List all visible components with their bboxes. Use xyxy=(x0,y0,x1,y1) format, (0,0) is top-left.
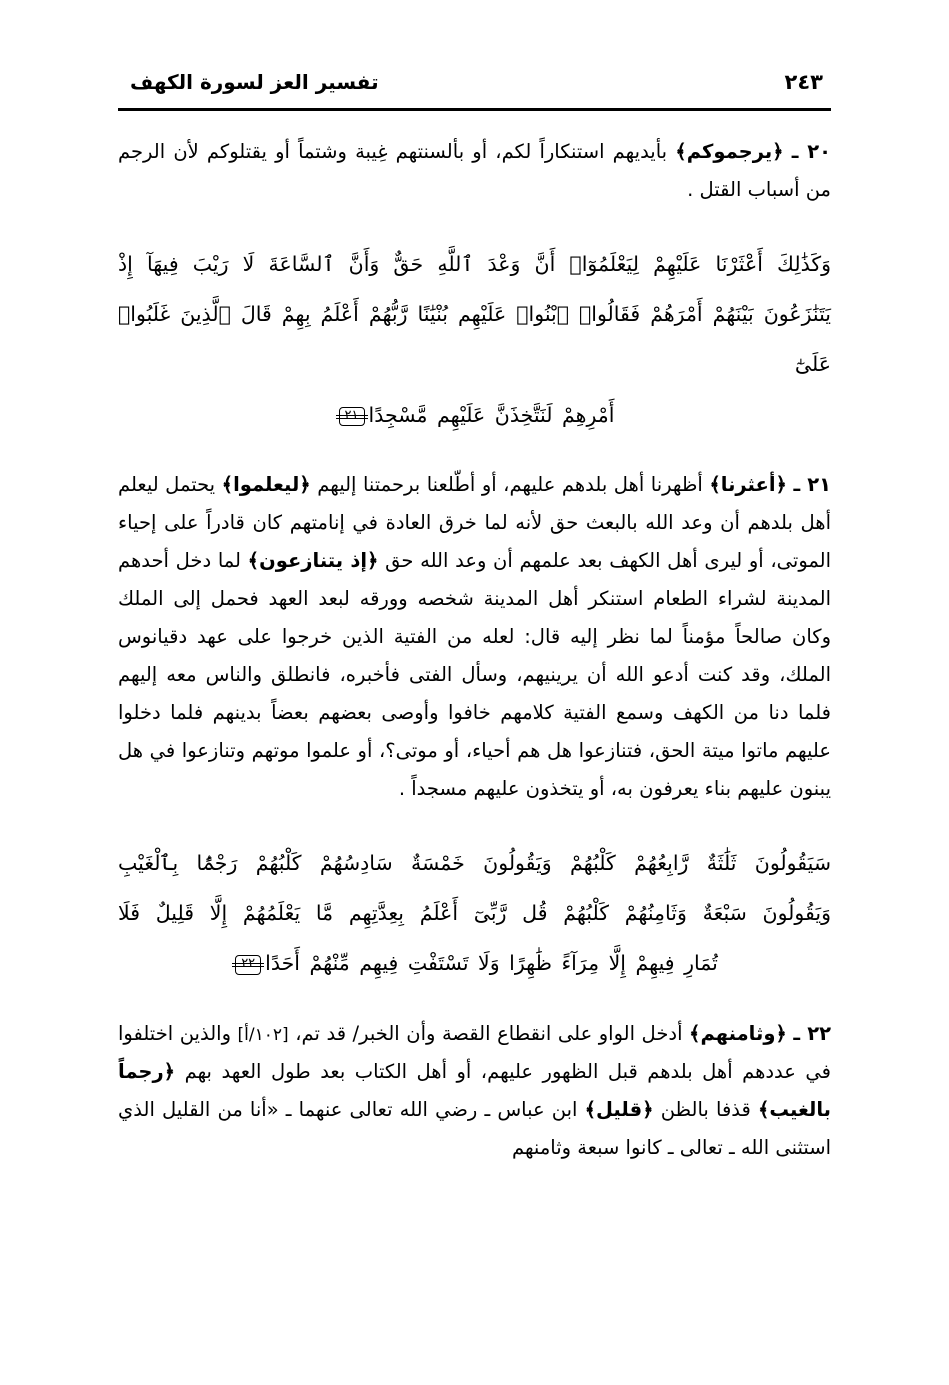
commentary-21-number: ٢١ ـ xyxy=(793,472,832,496)
commentary-22 xyxy=(118,1015,831,1167)
section-20 xyxy=(118,133,831,209)
commentary-21-lead-1: ﴿أعثرنا﴾ xyxy=(709,472,787,496)
quran-verse-21-line-2: يَتَنَٰزَعُونَ بَيْنَهُمْ أَمْرَهُمْ فَقَالُوا۟ ٱبْنُوا۟ عَلَيْهِم بُنْيَٰنًا رَّبُّهُمْ أَعْلَمُ بِهِمْ قَالَ ٱلَّذِينَ غَلَبُوا۟ عَلَىٰٓ xyxy=(118,302,831,377)
commentary-21-lead-2: ﴿ليعلموا﴾ xyxy=(221,472,311,496)
header-divider xyxy=(118,108,831,111)
page-number: ٢٤٣ xyxy=(784,70,823,94)
quran-verse-21-line-1: وَكَذَٰلِكَ أَعْثَرْنَا عَلَيْهِمْ لِيَعْلَمُوٓا۟ أَنَّ وَعْدَ ٱللَّهِ حَقٌّ وَأَنَّ ٱلسَّاعَةَ لَا رَيْبَ فِيهَآ إِذْ xyxy=(118,252,831,277)
commentary-21-part-1: أظهرنا أهل بلدهم عليهم، أو أطّلعنا برحمتنا إليهم xyxy=(317,472,703,496)
section-20-number: ٢٠ ـ xyxy=(791,140,831,163)
commentary-21-part-2: يحتمل ليعلم أهل بلدهم أن وعد الله بالبعث حق لأنه لما خرق العادة في إنامتهم كان قادراً على إحياء الموتى، أو ليرى أهل الكهف بعد علمهم أن وعد الله حق xyxy=(118,472,832,572)
quran-verse-22 xyxy=(118,838,831,989)
quran-verse-21-line-3-text: أَمْرِهِمْ لَنَتَّخِذَنَّ عَلَيْهِم مَّسْجِدًا xyxy=(368,402,615,427)
quran-verse-22-line-1: سَيَقُولُونَ ثَلَٰثَةٌ رَّابِعُهُمْ كَلْبُهُمْ وَيَقُولُونَ خَمْسَةٌ سَادِسُهُمْ كَلْبُهُمْ رَجْمًۢا بِٱلْغَيْبِ xyxy=(118,851,831,876)
commentary-22-part-4: ابن عباس ـ رضي الله تعالى عنهما ـ «أنا من القليل الذي استثنى الله ـ تعالى ـ كانوا سبعة وثامنهم xyxy=(118,1097,831,1159)
commentary-22-lead-3: ﴿قليل﴾ xyxy=(584,1097,654,1121)
commentary-22-lead-1: ﴿وثامنهم﴾ xyxy=(689,1021,787,1045)
commentary-21 xyxy=(118,466,831,808)
ayah-number-marker: ٢٢ xyxy=(235,955,261,974)
page-header xyxy=(118,70,831,94)
quran-verse-22-line-3 xyxy=(118,938,831,988)
commentary-22-lead-2: ﴿رجماً بالغيب﴾ xyxy=(118,1059,831,1121)
ayah-number-marker: ٢١ xyxy=(339,407,365,426)
commentary-22-number: ٢٢ ـ xyxy=(793,1021,832,1045)
commentary-21-lead-3: ﴿إذ يتنازعون﴾ xyxy=(247,548,379,572)
quran-verse-21 xyxy=(118,239,831,440)
quran-verse-21-line-3 xyxy=(118,390,831,440)
commentary-22-part-3: قذفا بالظن xyxy=(660,1097,751,1121)
commentary-22-part-1: أدخل الواو على انقطاع القصة وأن الخبر/ قد تم، xyxy=(295,1021,683,1045)
quran-verse-22-line-2: وَيَقُولُونَ سَبْعَةٌ وَثَامِنُهُمْ كَلْبُهُمْ قُل رَّبِّىٓ أَعْلَمُ بِعِدَّتِهِم مَّا يَعْلَمُهُمْ إِلَّا قَلِيلٌ فَلَا xyxy=(118,901,831,926)
commentary-22-part-2: والذين اختلفوا في عددهم أهل بلدهم قبل الظهور عليهم، أو أهل الكتاب بعد طول العهد بهم xyxy=(118,1021,831,1083)
section-20-lead: ﴿يرجموكم﴾ xyxy=(675,140,784,163)
quran-verse-22-line-3-text: تُمَارِ فِيهِمْ إِلَّا مِرَآءً ظَٰهِرًا وَلَا تَسْتَفْتِ فِيهِم مِّنْهُمْ أَحَدًا xyxy=(265,951,718,976)
commentary-21-part-3: لما دخل أحدهم المدينة لشراء الطعام استنكر أهل المدينة شخصه وورقه لبعد العهد فحمل إلى الملك وكان صالحاً مؤمناً لما نظر إليه قال: لعله من الفتية الذين خرجوا على عهد دقيانوس الملك، وقد كنت أدعو الله أن يرينيهم، وسأل الفتى فأخبره، فانطلق والناس معه إليهم فلما دنا من الكهف وسمع الفتية كلامهم خافوا وأوصى بعضهم بعضاً بدينهم فلما دخلوا عليهم ماتوا ميتة الحق، فتنازعوا هل هم أحياء، أو موتى؟، أو علموا موتهم وتنازعوا في هل يبنون عليهم بناء يعرفون به، أو يتخذون عليهم مسجداً . xyxy=(118,548,831,801)
page-header-title: تفسير العز لسورة الكهف xyxy=(130,70,379,94)
section-20-text: بأيديهم استنكاراً لكم، أو بألسنتهم غِيبة وشتماً أو يقتلوكم لأن الرجم من أسباب القتل . xyxy=(118,140,831,202)
manuscript-folio-reference: [١٠٢/أ] xyxy=(237,1024,289,1045)
